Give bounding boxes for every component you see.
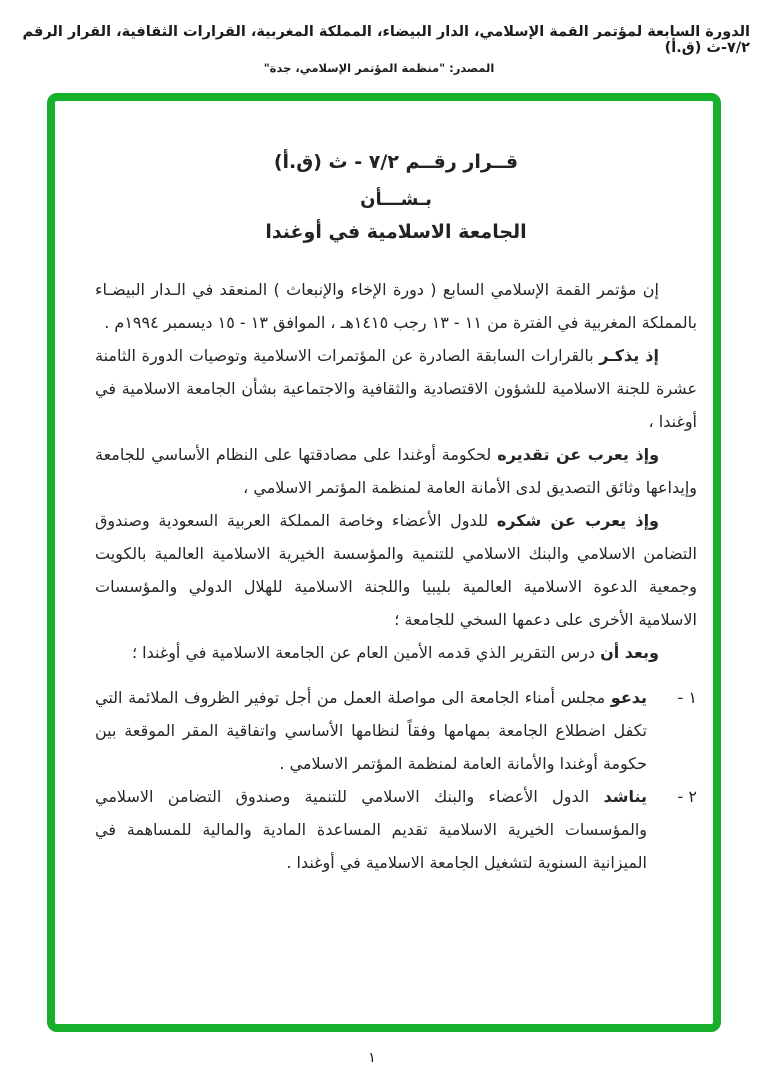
decision-subject-title: الجامعة الاسلامية في أوغندا <box>265 221 527 243</box>
paragraph-lead: إذ يذكـر <box>599 346 660 365</box>
decision-number-title: قــرار رقــم ٧/٢ - ث (ق.أ) <box>273 151 519 173</box>
document-header <box>0 0 758 75</box>
item-number: ٢ - <box>677 787 697 806</box>
paragraph-lead: وإذ يعرب عن شكره <box>496 511 659 530</box>
preamble-paragraph <box>95 339 697 438</box>
item-body: مجلس أمناء الجامعة الى مواصلة العمل من أجل توفير الظروف الملائمة التي تكفل اضطلاع الجامعة بمهامها وفقاً لنظامها الأساسي واتفاقية المقر الموقعة بين حكومة أوغندا والأمانة العامة لمنظمة المؤتمر الاسلامي . <box>95 688 647 773</box>
list-item <box>95 780 697 879</box>
decision-green-frame <box>47 93 721 1032</box>
paragraph-text: لحكومة أوغندا على مصادقتها على النظام الأساسي للجامعة وإيداعها وثائق التصديق لدى الأمانة العامة لمنظمة المؤتمر الاسلامي ، <box>95 445 697 497</box>
item-lead: يدعو <box>610 688 647 707</box>
paragraph-text: للدول الأعضاء وخاصة المملكة العربية السعودية وصندوق التضامن الاسلامي والبنك الاسلامي للتنمية والمؤسسة الخيرية الاسلامية العالمية بالكويت وجمعية الدعوة الاسلامية العالمية بليبيا واللجنة الاسلامية للهلال الدولي والمؤسسات الاسلامية الأخرى على دعمها السخي للجامعة ؛ <box>95 511 697 629</box>
paragraph-text: إن مؤتمر القمة الإسلامي السابع ( دورة الإخاء والإنبعاث ) المنعقد في الـدار البيضـاء بالمملكة المغربية في الفترة من ١١ - ١٣ رجب ١٤١٥هـ ، الموافق ١٣ - ١٥ ديسمبر ١٩٩٤م . <box>95 280 697 332</box>
item-text <box>95 681 647 780</box>
decision-body <box>95 273 697 879</box>
preamble-paragraph <box>95 636 697 669</box>
preamble-paragraph <box>95 273 697 339</box>
paragraph-lead: وإذ يعرب عن تقديره <box>497 445 660 464</box>
paragraph-lead: وبعد أن <box>600 643 659 662</box>
decision-regarding-title: بـشـــأن <box>360 189 432 210</box>
operative-items <box>95 681 697 879</box>
paragraph-text: درس التقرير الذي قدمه الأمين العام عن الجامعة الاسلامية في أوغندا ؛ <box>131 643 595 662</box>
item-number: ١ - <box>677 688 697 707</box>
list-item <box>95 681 697 780</box>
item-lead: يناشد <box>603 787 648 806</box>
item-text <box>95 780 647 879</box>
preamble-paragraph <box>95 504 697 636</box>
decision-title-block <box>95 149 697 245</box>
header-source-line: المصدر: "منظمة المؤتمر الإسلامي، جدة" <box>263 61 495 75</box>
paragraph-text: بالقرارات السابقة الصادرة عن المؤتمرات الاسلامية وتوصيات الدورة الثامنة عشرة للجنة الاسلامية للشؤون الاقتصادية والثقافية والاجتماعية بشأن الجامعة الاسلامية في أوغندا ، <box>95 346 697 431</box>
item-body: الدول الأعضاء والبنك الاسلامي للتنمية وصندوق التضامن الاسلامي والمؤسسات الخيرية الاسلامية تقديم المساعدة المادية والمالية للمساهمة في الميزانية السنوية لتشغيل الجامعة الاسلامية في أوغندا . <box>95 787 647 872</box>
header-citation-line: الدورة السابعة لمؤتمر القمة الإسلامي، الدار البيضاء، المملكة المغربية، القرارات الثقافية، القرار الرقم ٧/٢-ث (ق.أ) <box>22 24 750 56</box>
page-number: ١ <box>368 1050 376 1066</box>
preamble-paragraph <box>95 438 697 504</box>
